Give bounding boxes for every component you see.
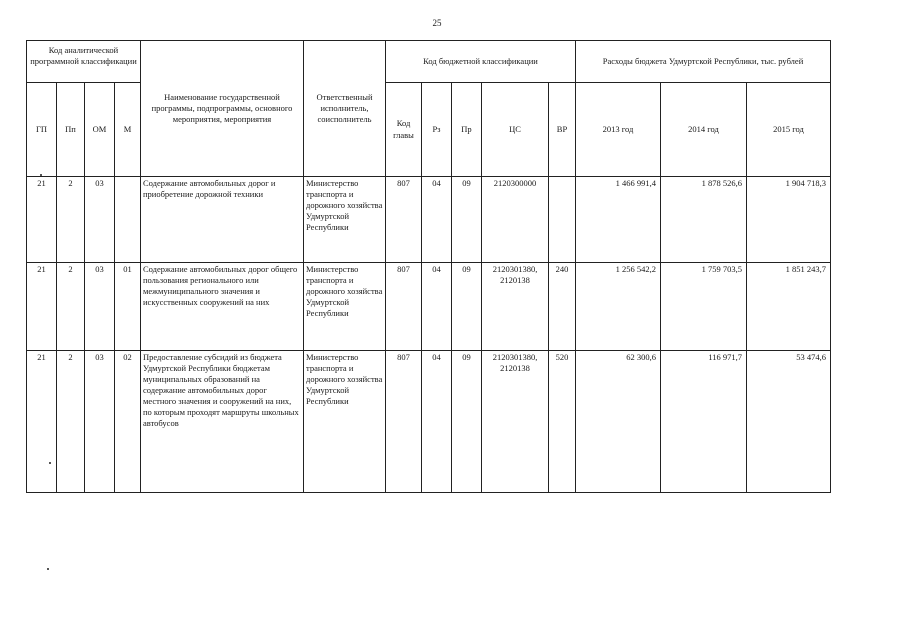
header-code-glavy: Код главы — [386, 83, 422, 177]
cell-2013: 62 300,6 — [576, 351, 661, 493]
cell-name: Содержание автомобильных дорог общего пользования регионального или межмуниципального значения и искусственных сооружений на них — [141, 263, 304, 351]
cell-vr: 240 — [549, 263, 576, 351]
cell-om: 03 — [85, 351, 115, 493]
cell-2015: 1 904 718,3 — [747, 177, 831, 263]
header-analytic-code: Код аналитической программной классификации — [27, 41, 141, 83]
cell-rz: 04 — [422, 263, 452, 351]
table-row — [27, 351, 831, 493]
cell-name: Предоставление субсидий из бюджета Удмуртской Республики бюджетам муниципальных образований на содержание автомобильных дорог местного значения и сооружений на них, по которым проходят маршруты школьных автобусов — [141, 351, 304, 493]
cell-2014: 116 971,7 — [661, 351, 747, 493]
cell-m — [115, 177, 141, 263]
cell-code-glavy: 807 — [386, 177, 422, 263]
cell-gp: 21 — [27, 263, 57, 351]
cell-2015: 1 851 243,7 — [747, 263, 831, 351]
cell-cs: 2120301380, 2120138 — [482, 351, 549, 493]
cell-pp: 2 — [57, 263, 85, 351]
header-pr: Пр — [452, 83, 482, 177]
cell-rz: 04 — [422, 177, 452, 263]
cell-pr: 09 — [452, 177, 482, 263]
cell-name: Содержание автомобильных дорог и приобретение дорожной техники — [141, 177, 304, 263]
header-pp: Пп — [57, 83, 85, 177]
header-name: Наименование государственной программы, подпрограммы, основного мероприятия, мероприятия — [141, 41, 304, 177]
cell-2013: 1 256 542,2 — [576, 263, 661, 351]
header-expenses: Расходы бюджета Удмуртской Республики, тыс. рублей — [576, 41, 831, 83]
header-vr: ВР — [549, 83, 576, 177]
header-2014: 2014 год — [661, 83, 747, 177]
cell-rz: 04 — [422, 351, 452, 493]
cell-vr — [549, 177, 576, 263]
cell-executor: Министерство транспорта и дорожного хозяйства Удмуртской Республики — [304, 351, 386, 493]
cell-pr: 09 — [452, 263, 482, 351]
cell-pr: 09 — [452, 351, 482, 493]
scan-speck — [49, 462, 51, 464]
cell-2014: 1 759 703,5 — [661, 263, 747, 351]
header-budget-code: Код бюджетной классификации — [386, 41, 576, 83]
cell-code-glavy: 807 — [386, 351, 422, 493]
header-cs: ЦС — [482, 83, 549, 177]
header-gp: ГП — [27, 83, 57, 177]
budget-table — [26, 40, 831, 493]
cell-vr: 520 — [549, 351, 576, 493]
header-row-1 — [27, 41, 831, 83]
cell-pp: 2 — [57, 177, 85, 263]
cell-om: 03 — [85, 177, 115, 263]
cell-m: 01 — [115, 263, 141, 351]
header-2015: 2015 год — [747, 83, 831, 177]
header-m: М — [115, 83, 141, 177]
table-row — [27, 177, 831, 263]
cell-2015: 53 474,6 — [747, 351, 831, 493]
cell-executor: Министерство транспорта и дорожного хозяйства Удмуртской Республики — [304, 263, 386, 351]
header-rz: Рз — [422, 83, 452, 177]
header-2013: 2013 год — [576, 83, 661, 177]
cell-executor: Министерство транспорта и дорожного хозяйства Удмуртской Республики — [304, 177, 386, 263]
header-om: ОМ — [85, 83, 115, 177]
cell-m: 02 — [115, 351, 141, 493]
cell-2013: 1 466 991,4 — [576, 177, 661, 263]
cell-gp: 21 — [27, 177, 57, 263]
page-number: 25 — [432, 18, 442, 28]
cell-gp: 21 — [27, 351, 57, 493]
header-executor: Ответственный исполнитель, соисполнитель — [304, 41, 386, 177]
cell-2014: 1 878 526,6 — [661, 177, 747, 263]
cell-cs: 2120301380, 2120138 — [482, 263, 549, 351]
table-row — [27, 263, 831, 351]
cell-om: 03 — [85, 263, 115, 351]
cell-code-glavy: 807 — [386, 263, 422, 351]
cell-cs: 2120300000 — [482, 177, 549, 263]
scan-speck — [40, 174, 42, 176]
scan-speck — [47, 568, 49, 570]
cell-pp: 2 — [57, 351, 85, 493]
